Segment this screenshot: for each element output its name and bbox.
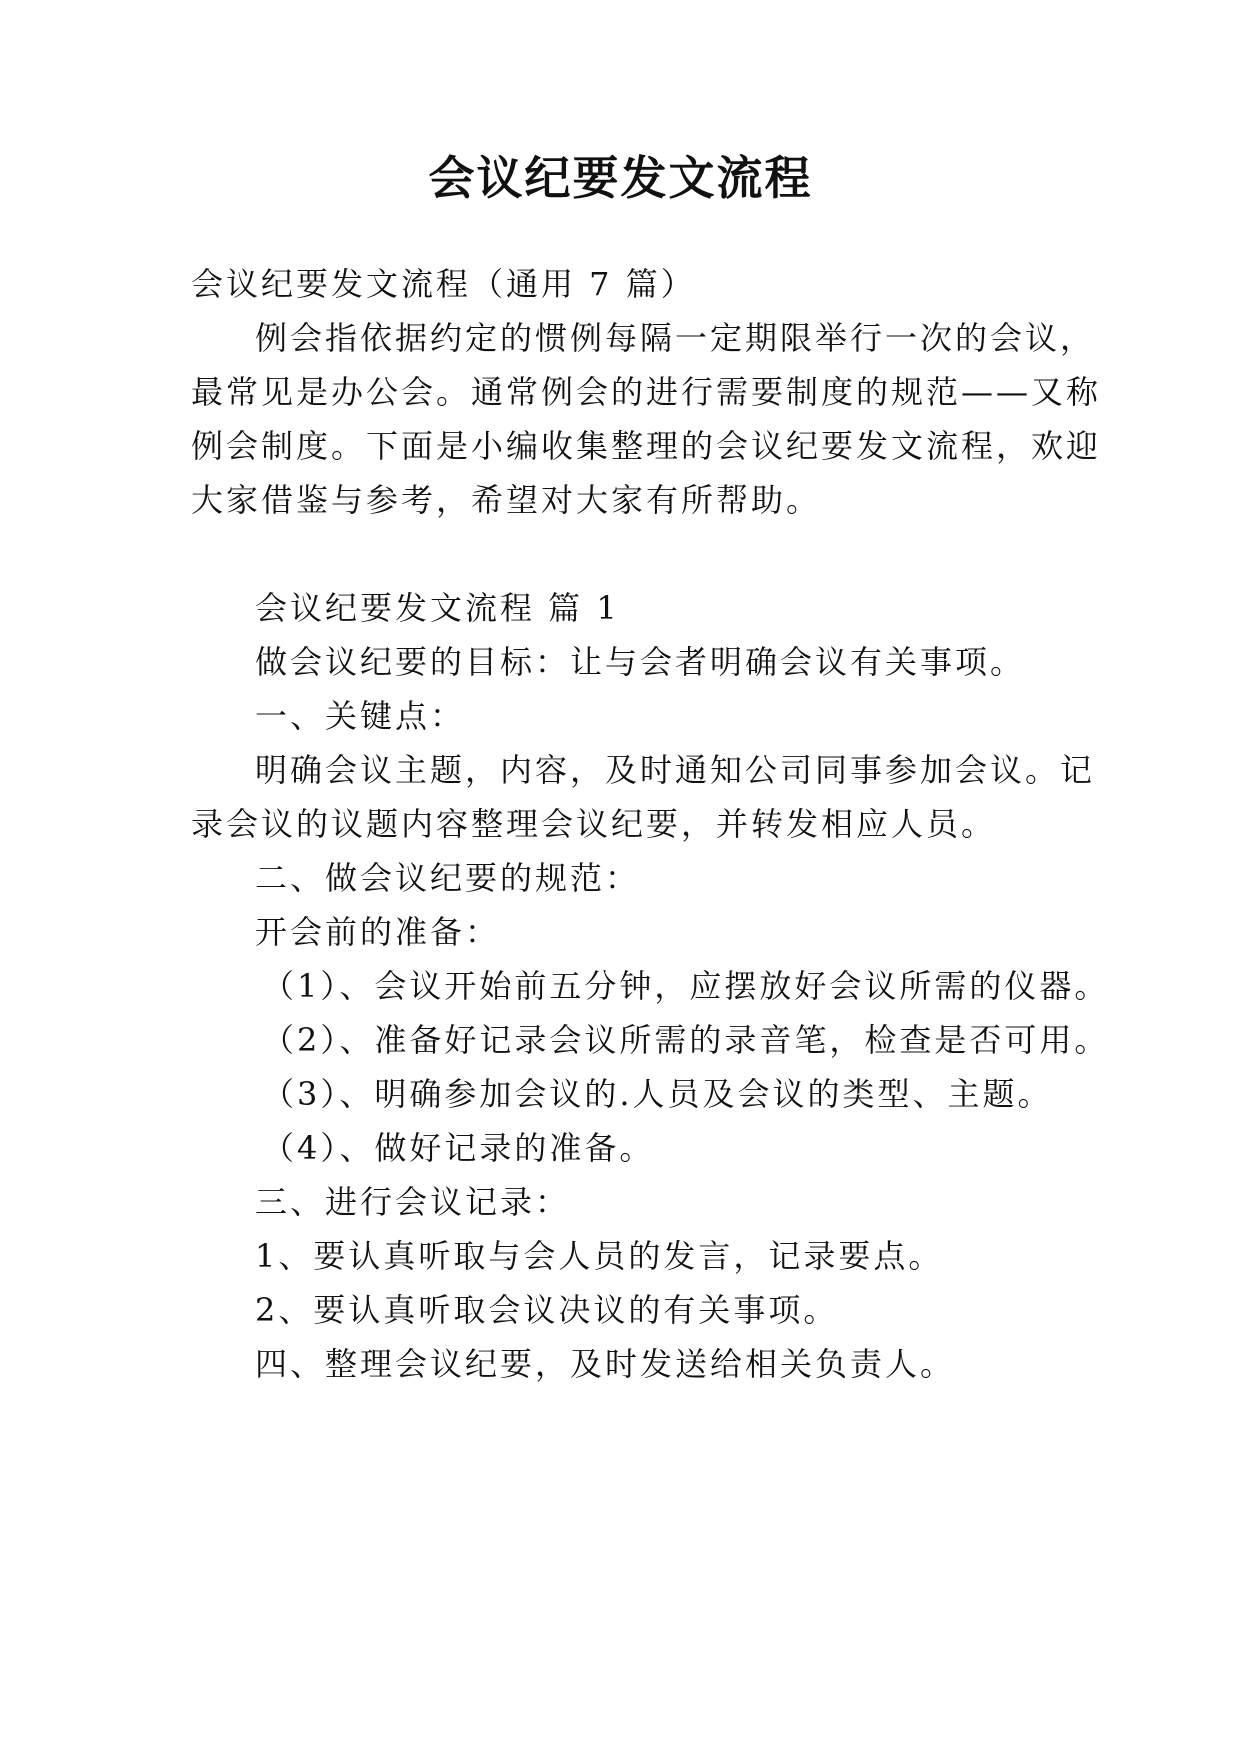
section-heading: 会议纪要发文流程 篇 1 <box>255 589 620 627</box>
recording-item-1: 1、要认真听取与会人员的发言，记录要点。 <box>255 1237 944 1275</box>
goal-line: 做会议纪要的目标：让与会者明确会议有关事项。 <box>255 643 1026 681</box>
preparation-item-3: （3）、明确参加会议的.人员及会议的类型、主题。 <box>262 1075 1053 1113</box>
preparation-item-1: （1）、会议开始前五分钟，应摆放好会议所需的仪器。 <box>262 967 1110 1005</box>
intro-line-3: 例会制度。下面是小编收集整理的会议纪要发文流程，欢迎 <box>191 427 1102 465</box>
key-points-heading: 一、关键点： <box>255 697 466 735</box>
preparation-heading: 开会前的准备： <box>255 913 501 951</box>
key-points-line-1: 明确会议主题，内容，及时通知公司同事参加会议。记 <box>255 751 1096 789</box>
intro-line-4: 大家借鉴与参考，希望对大家有所帮助。 <box>191 481 822 519</box>
recording-heading: 三、进行会议记录： <box>255 1183 571 1221</box>
norms-heading: 二、做会议纪要的规范： <box>255 859 641 897</box>
organize-heading: 四、整理会议纪要，及时发送给相关负责人。 <box>255 1345 956 1383</box>
page-title: 会议纪要发文流程 <box>428 151 813 205</box>
document-subtitle: 会议纪要发文流程（通用 7 篇） <box>191 265 696 303</box>
key-points-line-2: 录会议的议题内容整理会议纪要，并转发相应人员。 <box>191 805 997 843</box>
intro-line-1: 例会指依据约定的惯例每隔一定期限举行一次的会议， <box>255 319 1096 357</box>
recording-item-2: 2、要认真听取会议决议的有关事项。 <box>255 1291 839 1329</box>
intro-line-2: 最常见是办公会。通常例会的进行需要制度的规范——又称 <box>191 373 1102 411</box>
preparation-item-4: （4）、做好记录的准备。 <box>262 1129 655 1167</box>
preparation-item-2: （2）、准备好记录会议所需的录音笔，检查是否可用。 <box>262 1021 1110 1059</box>
